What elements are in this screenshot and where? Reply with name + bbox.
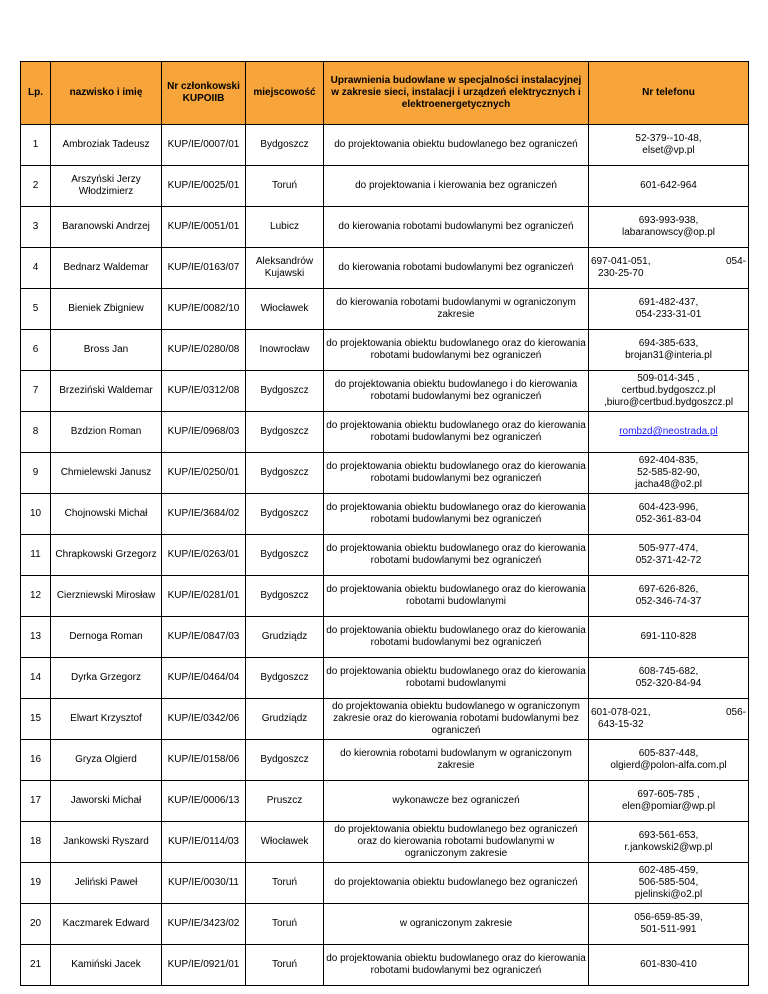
row-member-no: KUP/IE/0921/01 <box>162 945 246 986</box>
table-row <box>21 576 749 617</box>
row-city: Bydgoszcz <box>246 412 324 453</box>
row-lp: 16 <box>21 740 51 781</box>
row-city: Bydgoszcz <box>246 494 324 535</box>
table-row <box>21 699 749 740</box>
row-member-no: KUP/IE/0007/01 <box>162 125 246 166</box>
table-row <box>21 617 749 658</box>
row-member-no: KUP/IE/0051/01 <box>162 207 246 248</box>
row-authorization: wykonawcze bez ograniczeń <box>324 781 589 822</box>
row-city: Bydgoszcz <box>246 535 324 576</box>
row-city: Włocławek <box>246 822 324 863</box>
row-authorization: do projektowania obiektu budowlanego oraz do kierowania robotami budowlanymi bez ograniczeń <box>324 945 589 986</box>
row-name: Kamiński Jacek <box>51 945 162 986</box>
row-lp: 17 <box>21 781 51 822</box>
row-lp: 21 <box>21 945 51 986</box>
table-row <box>21 248 749 289</box>
row-authorization: do projektowania obiektu budowlanego oraz do kierowania robotami budowlanymi <box>324 576 589 617</box>
row-member-no: KUP/IE/0312/08 <box>162 371 246 412</box>
email-link[interactable]: rombzd@neostrada.pl <box>619 426 718 437</box>
table-row <box>21 453 749 494</box>
row-member-no: KUP/IE/0158/06 <box>162 740 246 781</box>
row-city: Grudziądz <box>246 617 324 658</box>
row-phone: 694-385-633, brojan31@interia.pl <box>589 330 749 371</box>
row-city: Grudziądz <box>246 699 324 740</box>
row-phone: 691-110-828 <box>589 617 749 658</box>
row-name: Chrapkowski Grzegorz <box>51 535 162 576</box>
row-phone <box>589 699 749 740</box>
table-row <box>21 412 749 453</box>
row-lp: 3 <box>21 207 51 248</box>
row-lp: 10 <box>21 494 51 535</box>
header-name: nazwisko i imię <box>51 62 162 125</box>
row-lp: 20 <box>21 904 51 945</box>
row-authorization: do kierowania robotami budowlanymi bez ograniczeń <box>324 207 589 248</box>
header-authorization: Uprawnienia budowlane w specjalności instalacyjnej w zakresie sieci, instalacji i urządzeń elektrycznych i elektroenergetycznych <box>324 62 589 125</box>
table-row <box>21 822 749 863</box>
phone-tail: 054- <box>725 256 746 267</box>
row-lp: 18 <box>21 822 51 863</box>
row-phone <box>589 412 749 453</box>
row-authorization: do kierownia robotami budowlanym w ograniczonym zakresie <box>324 740 589 781</box>
table-header-row <box>21 62 749 125</box>
row-phone <box>589 248 749 289</box>
table-row <box>21 904 749 945</box>
row-lp: 14 <box>21 658 51 699</box>
row-city: Bydgoszcz <box>246 371 324 412</box>
row-lp: 15 <box>21 699 51 740</box>
header-city: miejscowość <box>246 62 324 125</box>
row-member-no: KUP/IE/0163/07 <box>162 248 246 289</box>
row-city: Bydgoszcz <box>246 658 324 699</box>
row-member-no: KUP/IE/0263/01 <box>162 535 246 576</box>
row-lp: 6 <box>21 330 51 371</box>
row-member-no: KUP/IE/0006/13 <box>162 781 246 822</box>
row-authorization: do kierowania robotami budowlanymi bez ograniczeń <box>324 248 589 289</box>
table-row <box>21 371 749 412</box>
row-city: Inowrocław <box>246 330 324 371</box>
row-name: Jeliński Paweł <box>51 863 162 904</box>
phone-tail: 056- <box>725 707 746 718</box>
header-member-no: Nr członkowski KUPOIIB <box>162 62 246 125</box>
row-authorization: do projektowania obiektu budowlanego bez ograniczeń <box>324 863 589 904</box>
row-name: Elwart Krzysztof <box>51 699 162 740</box>
row-phone: 691-482-437, 054-233-31-01 <box>589 289 749 330</box>
header-phone: Nr telefonu <box>589 62 749 125</box>
row-phone: 509-014-345 , certbud.bydgoszcz.pl ,biuro@certbud.bydgoszcz.pl <box>589 371 749 412</box>
row-name: Bzdzion Roman <box>51 412 162 453</box>
row-city: Lubicz <box>246 207 324 248</box>
row-phone: 697-626-826, 052-346-74-37 <box>589 576 749 617</box>
row-authorization: do projektowania obiektu budowlanego oraz do kierowania robotami budowlanymi bez ograniczeń <box>324 412 589 453</box>
row-phone: 693-993-938, labaranowscy@op.pl <box>589 207 749 248</box>
row-lp: 9 <box>21 453 51 494</box>
row-city: Bydgoszcz <box>246 125 324 166</box>
row-phone: 608-745-682, 052-320-84-94 <box>589 658 749 699</box>
table-row <box>21 535 749 576</box>
row-city: Aleksandrów Kujawski <box>246 248 324 289</box>
row-member-no: KUP/IE/0464/04 <box>162 658 246 699</box>
row-member-no: KUP/IE/0342/06 <box>162 699 246 740</box>
row-authorization: do projektowania obiektu budowlanego oraz do kierowania robotami budowlanymi <box>324 658 589 699</box>
row-authorization: do projektowania obiektu budowlanego oraz do kierowania robotami budowlanymi bez ograniczeń <box>324 330 589 371</box>
row-member-no: KUP/IE/0114/03 <box>162 822 246 863</box>
row-member-no: KUP/IE/0281/01 <box>162 576 246 617</box>
table-row <box>21 207 749 248</box>
header-lp: Lp. <box>21 62 51 125</box>
row-authorization: do projektowania obiektu budowlanego oraz do kierowania robotami budowlanymi bez ograniczeń <box>324 453 589 494</box>
row-member-no: KUP/IE/0025/01 <box>162 166 246 207</box>
table-row <box>21 658 749 699</box>
row-member-no: KUP/IE/0280/08 <box>162 330 246 371</box>
row-lp: 12 <box>21 576 51 617</box>
row-member-no: KUP/IE/3423/02 <box>162 904 246 945</box>
table-row <box>21 781 749 822</box>
row-name: Bieniek Zbigniew <box>51 289 162 330</box>
row-lp: 4 <box>21 248 51 289</box>
row-phone: 505-977-474, 052-371-42-72 <box>589 535 749 576</box>
row-member-no: KUP/IE/0847/03 <box>162 617 246 658</box>
table-row <box>21 740 749 781</box>
row-name: Jaworski Michał <box>51 781 162 822</box>
row-member-no: KUP/IE/3684/02 <box>162 494 246 535</box>
row-authorization: do projektowania obiektu budowlanego bez ograniczeń oraz do kierowania robotami budowlanymi w ograniczonym zakresie <box>324 822 589 863</box>
row-phone: 602-485-459, 506-585-504, pjelinski@o2.pl <box>589 863 749 904</box>
row-city: Toruń <box>246 166 324 207</box>
row-authorization: do projektowania obiektu budowlanego oraz do kierowania robotami budowlanymi bez ograniczeń <box>324 617 589 658</box>
row-authorization: do kierowania robotami budowlanymi w ograniczonym zakresie <box>324 289 589 330</box>
row-name: Arszyński Jerzy Włodzimierz <box>51 166 162 207</box>
row-city: Bydgoszcz <box>246 740 324 781</box>
row-name: Bednarz Waldemar <box>51 248 162 289</box>
row-city: Włocławek <box>246 289 324 330</box>
row-phone: 605-837-448, olgierd@polon-alfa.com.pl <box>589 740 749 781</box>
row-name: Dyrka Grzegorz <box>51 658 162 699</box>
row-member-no: KUP/IE/0250/01 <box>162 453 246 494</box>
table-row <box>21 945 749 986</box>
row-authorization: do projektowania obiektu budowlanego i do kierowania robotami budowlanymi bez ograniczeń <box>324 371 589 412</box>
row-phone: 697-605-785 , elen@pomiar@wp.pl <box>589 781 749 822</box>
row-name: Kaczmarek Edward <box>51 904 162 945</box>
row-member-no: KUP/IE/0030/11 <box>162 863 246 904</box>
table-row <box>21 330 749 371</box>
row-phone: 693-561-653, r.jankowski2@wp.pl <box>589 822 749 863</box>
row-lp: 2 <box>21 166 51 207</box>
table-row <box>21 494 749 535</box>
table-row <box>21 125 749 166</box>
row-member-no: KUP/IE/0968/03 <box>162 412 246 453</box>
row-name: Baranowski Andrzej <box>51 207 162 248</box>
row-name: Gryza Olgierd <box>51 740 162 781</box>
row-lp: 1 <box>21 125 51 166</box>
row-phone: 52-379--10-48, elset@vp.pl <box>589 125 749 166</box>
row-lp: 8 <box>21 412 51 453</box>
row-phone: 601-830-410 <box>589 945 749 986</box>
row-name: Chmielewski Janusz <box>51 453 162 494</box>
row-city: Bydgoszcz <box>246 576 324 617</box>
row-name: Dernoga Roman <box>51 617 162 658</box>
row-phone: 604-423-996, 052-361-83-04 <box>589 494 749 535</box>
row-lp: 5 <box>21 289 51 330</box>
table-row <box>21 289 749 330</box>
row-name: Cierzniewski Mirosław <box>51 576 162 617</box>
row-lp: 7 <box>21 371 51 412</box>
row-city: Pruszcz <box>246 781 324 822</box>
row-authorization: do projektowania i kierowania bez ograniczeń <box>324 166 589 207</box>
row-name: Bross Jan <box>51 330 162 371</box>
members-table <box>20 61 749 986</box>
row-name: Brzeziński Waldemar <box>51 371 162 412</box>
table-row <box>21 863 749 904</box>
row-phone: 056-659-85-39, 501-511-991 <box>589 904 749 945</box>
row-authorization: do projektowania obiektu budowlanego bez ograniczeń <box>324 125 589 166</box>
row-city: Toruń <box>246 945 324 986</box>
row-name: Chojnowski Michał <box>51 494 162 535</box>
row-authorization: do projektowania obiektu budowlanego w ograniczonym zakresie oraz do kierowania robotami budowlanymi bez ograniczeń <box>324 699 589 740</box>
phone-text: 601-078-021, 643-15-32 <box>591 707 651 730</box>
phone-text: 697-041-051, 230-25-70 <box>591 256 651 279</box>
row-lp: 11 <box>21 535 51 576</box>
row-city: Toruń <box>246 863 324 904</box>
row-name: Jankowski Ryszard <box>51 822 162 863</box>
row-phone: 601-642-964 <box>589 166 749 207</box>
row-lp: 19 <box>21 863 51 904</box>
row-city: Toruń <box>246 904 324 945</box>
row-authorization: do projektowania obiektu budowlanego oraz do kierowania robotami budowlanymi bez ograniczeń <box>324 535 589 576</box>
row-authorization: do projektowania obiektu budowlanego oraz do kierowania robotami budowlanymi bez ograniczeń <box>324 494 589 535</box>
table-row <box>21 166 749 207</box>
row-member-no: KUP/IE/0082/10 <box>162 289 246 330</box>
row-phone: 692-404-835, 52-585-82-90, jacha48@o2.pl <box>589 453 749 494</box>
row-authorization: w ograniczonym zakresie <box>324 904 589 945</box>
row-city: Bydgoszcz <box>246 453 324 494</box>
row-name: Ambroziak Tadeusz <box>51 125 162 166</box>
row-lp: 13 <box>21 617 51 658</box>
